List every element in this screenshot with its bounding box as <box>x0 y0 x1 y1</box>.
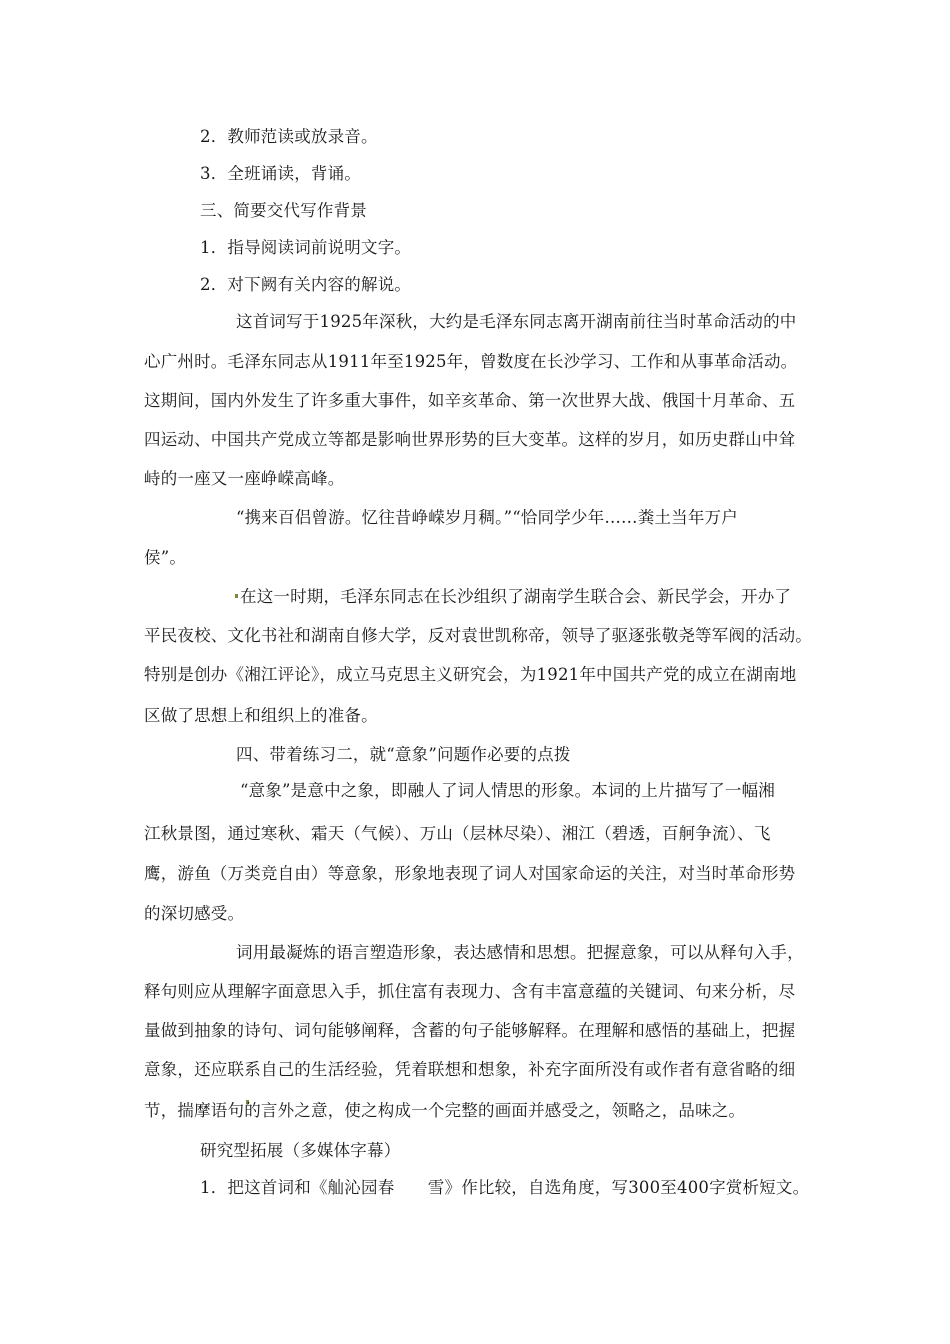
paragraph-period-line-1: 在这一时期，毛泽东同志在长沙组织了湖南学生联合会、新民学会，开办了 <box>240 587 792 606</box>
paragraph-imagery-line-4: 的深切感受。 <box>144 904 245 923</box>
paragraph-background-line-1: 这首词写于1925年深秋，大约是毛泽东同志离开湖南前往当时革命活动的中 <box>236 312 797 331</box>
paragraph-method-line-5: 节，揣摩语句的言外之意，使之构成一个完整的画面并感受之，领略之，品味之。 <box>144 1101 746 1120</box>
section-heading-background: 三、简要交代写作背景 <box>200 201 367 220</box>
item-compare-task: 1．把这首词和《舢沁园春 雪》作比较，自选角度，写300至400字赏析短文。 <box>200 1178 810 1197</box>
paragraph-background-line-4: 四运动、中国共产党成立等都是影响世界形势的巨大变革。这样的岁月，如历史群山中耸 <box>144 430 796 449</box>
paragraph-imagery-line-2: 江秋景图，通过寒秋、霜天（气候）、万山（层林尽染）、湘江（碧透，百舸争流）、飞 <box>144 824 771 843</box>
paragraph-method-line-2: 释句则应从理解字面意思入手，抓住富有表现力、含有丰富意蕴的关键词、句来分析，尽 <box>144 982 796 1001</box>
paragraph-method-line-4: 意象，还应联系自己的生活经验，凭着联想和想象，补充字面所没有或作者有意省略的细 <box>144 1060 796 1079</box>
section-heading-imagery: 四、带着练习二，就“意象”问题作必要的点拨 <box>236 745 571 764</box>
section-heading-research: 研究型拓展（多媒体字幕） <box>200 1141 401 1160</box>
paragraph-imagery-line-3: 鹰，游鱼（万类竞自由）等意象，形象地表现了词人对国家命运的关注，对当时革命形势 <box>144 864 796 883</box>
paragraph-background-line-2: 心广州时。毛泽东同志从1911年至1925年，曾数度在长沙学习、工作和从事革命活动。 <box>144 352 798 371</box>
paragraph-method-line-3: 量做到抽象的诗句、词句能够阐释，含蓄的句子能够解释。在理解和感悟的基础上，把握 <box>144 1021 796 1040</box>
margin-mark <box>235 594 238 598</box>
item-explain-stanza: 2．对下阙有关内容的解说。 <box>200 275 412 294</box>
paragraph-method-line-1: 词用最凝炼的语言塑造形象，表达感情和思想。把握意象，可以从释句入手， <box>236 943 804 962</box>
paragraph-imagery-line-1: “意象”是意中之象，即融人了词人情思的形象。本词的上片描写了一幅湘 <box>240 781 775 800</box>
paragraph-period-line-3: 特别是创办《湘江评论》，成立马克思主义研究会，为1921年中国共产党的成立在湖南地 <box>144 665 797 684</box>
item-teacher-reading: 2．教师范读或放录音。 <box>200 127 378 146</box>
quote-line-2: 侯”。 <box>144 548 187 567</box>
quote-line-1: “携来百侣曾游。忆往昔峥嵘岁月稠。”“恰同学少年……粪土当年万户 <box>236 508 738 527</box>
paragraph-period-line-2: 平民夜校、文化书社和湖南自修大学，反对袁世凯称帝，领导了驱逐张敬尧等军阀的活动。 <box>144 626 812 645</box>
paragraph-background-line-5: 峙的一座又一座峥嵘高峰。 <box>144 469 345 488</box>
item-guide-reading: 1．指导阅读词前说明文字。 <box>200 238 412 257</box>
paragraph-background-line-3: 这期间，国内外发生了许多重大事件，如辛亥革命、第一次世界大战、俄国十月革命、五 <box>144 391 796 410</box>
item-class-recite: 3．全班诵读，背诵。 <box>200 164 361 183</box>
paragraph-period-line-4: 区做了思想上和组织上的准备。 <box>144 706 378 725</box>
